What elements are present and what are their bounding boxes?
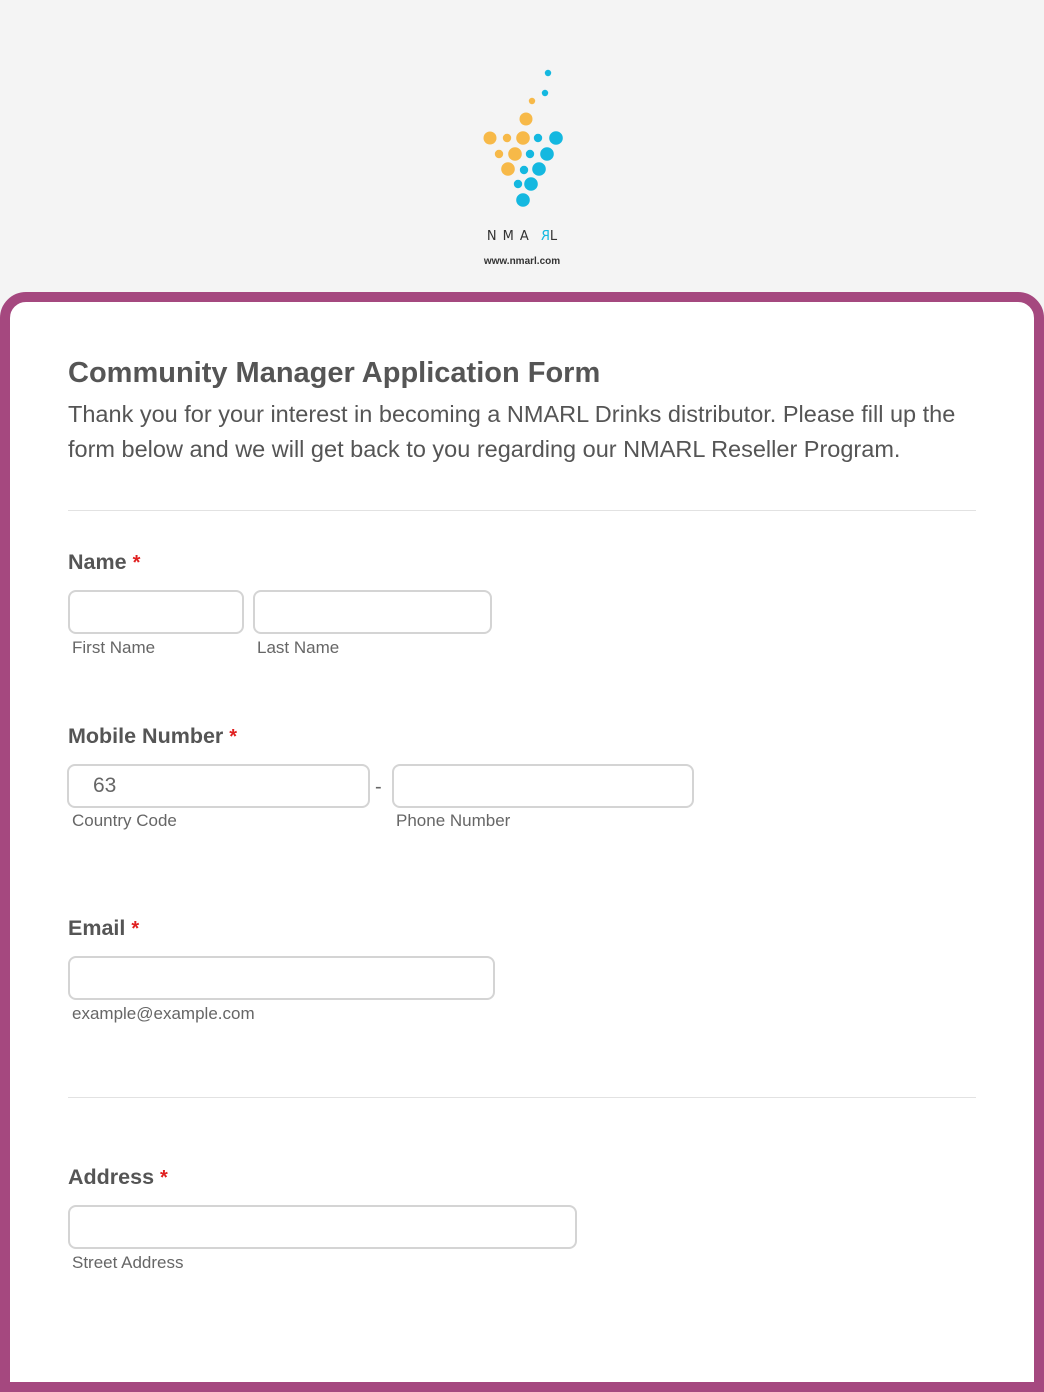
- street-address-sublabel: Street Address: [72, 1253, 184, 1272]
- page-header: [0, 0, 1044, 292]
- required-asterisk: *: [229, 726, 238, 748]
- email-sublabel: example@example.com: [72, 1004, 255, 1023]
- brand-url: www.nmarl.com: [483, 256, 561, 267]
- email-label: Email *: [68, 916, 140, 940]
- email-input[interactable]: [68, 956, 495, 1000]
- phone-number-input[interactable]: [392, 764, 694, 808]
- address-label: Address *: [68, 1165, 168, 1189]
- last-name-sublabel: Last Name: [257, 638, 340, 657]
- phone-number-sublabel: Phone Number: [396, 811, 511, 830]
- phone-separator: -: [375, 776, 382, 798]
- required-asterisk: *: [160, 1167, 168, 1189]
- last-name-input[interactable]: [253, 590, 492, 634]
- required-asterisk: *: [131, 918, 140, 940]
- section-divider: [68, 1097, 976, 1098]
- form-title: Community Manager Application Form: [68, 357, 601, 389]
- section-divider: [68, 510, 976, 511]
- brand-name: NMARL: [486, 229, 564, 244]
- country-code-sublabel: Country Code: [72, 811, 177, 830]
- street-address-input[interactable]: [68, 1205, 577, 1249]
- mobile-number-label: Mobile Number *: [68, 724, 238, 748]
- grape-dots-logo-icon: [470, 60, 570, 210]
- required-asterisk: *: [132, 552, 141, 574]
- name-label: Name *: [68, 550, 141, 574]
- brand-name-reversed-letter: R: [534, 229, 550, 244]
- first-name-input[interactable]: [68, 590, 244, 634]
- form-description: Thank you for your interest in becoming a NMARL Drinks distributor. Please fill up the form below and we will get back to you regarding our NMARL Reseller Program.: [68, 401, 956, 462]
- first-name-sublabel: First Name: [72, 638, 156, 657]
- country-code-input[interactable]: [67, 764, 370, 808]
